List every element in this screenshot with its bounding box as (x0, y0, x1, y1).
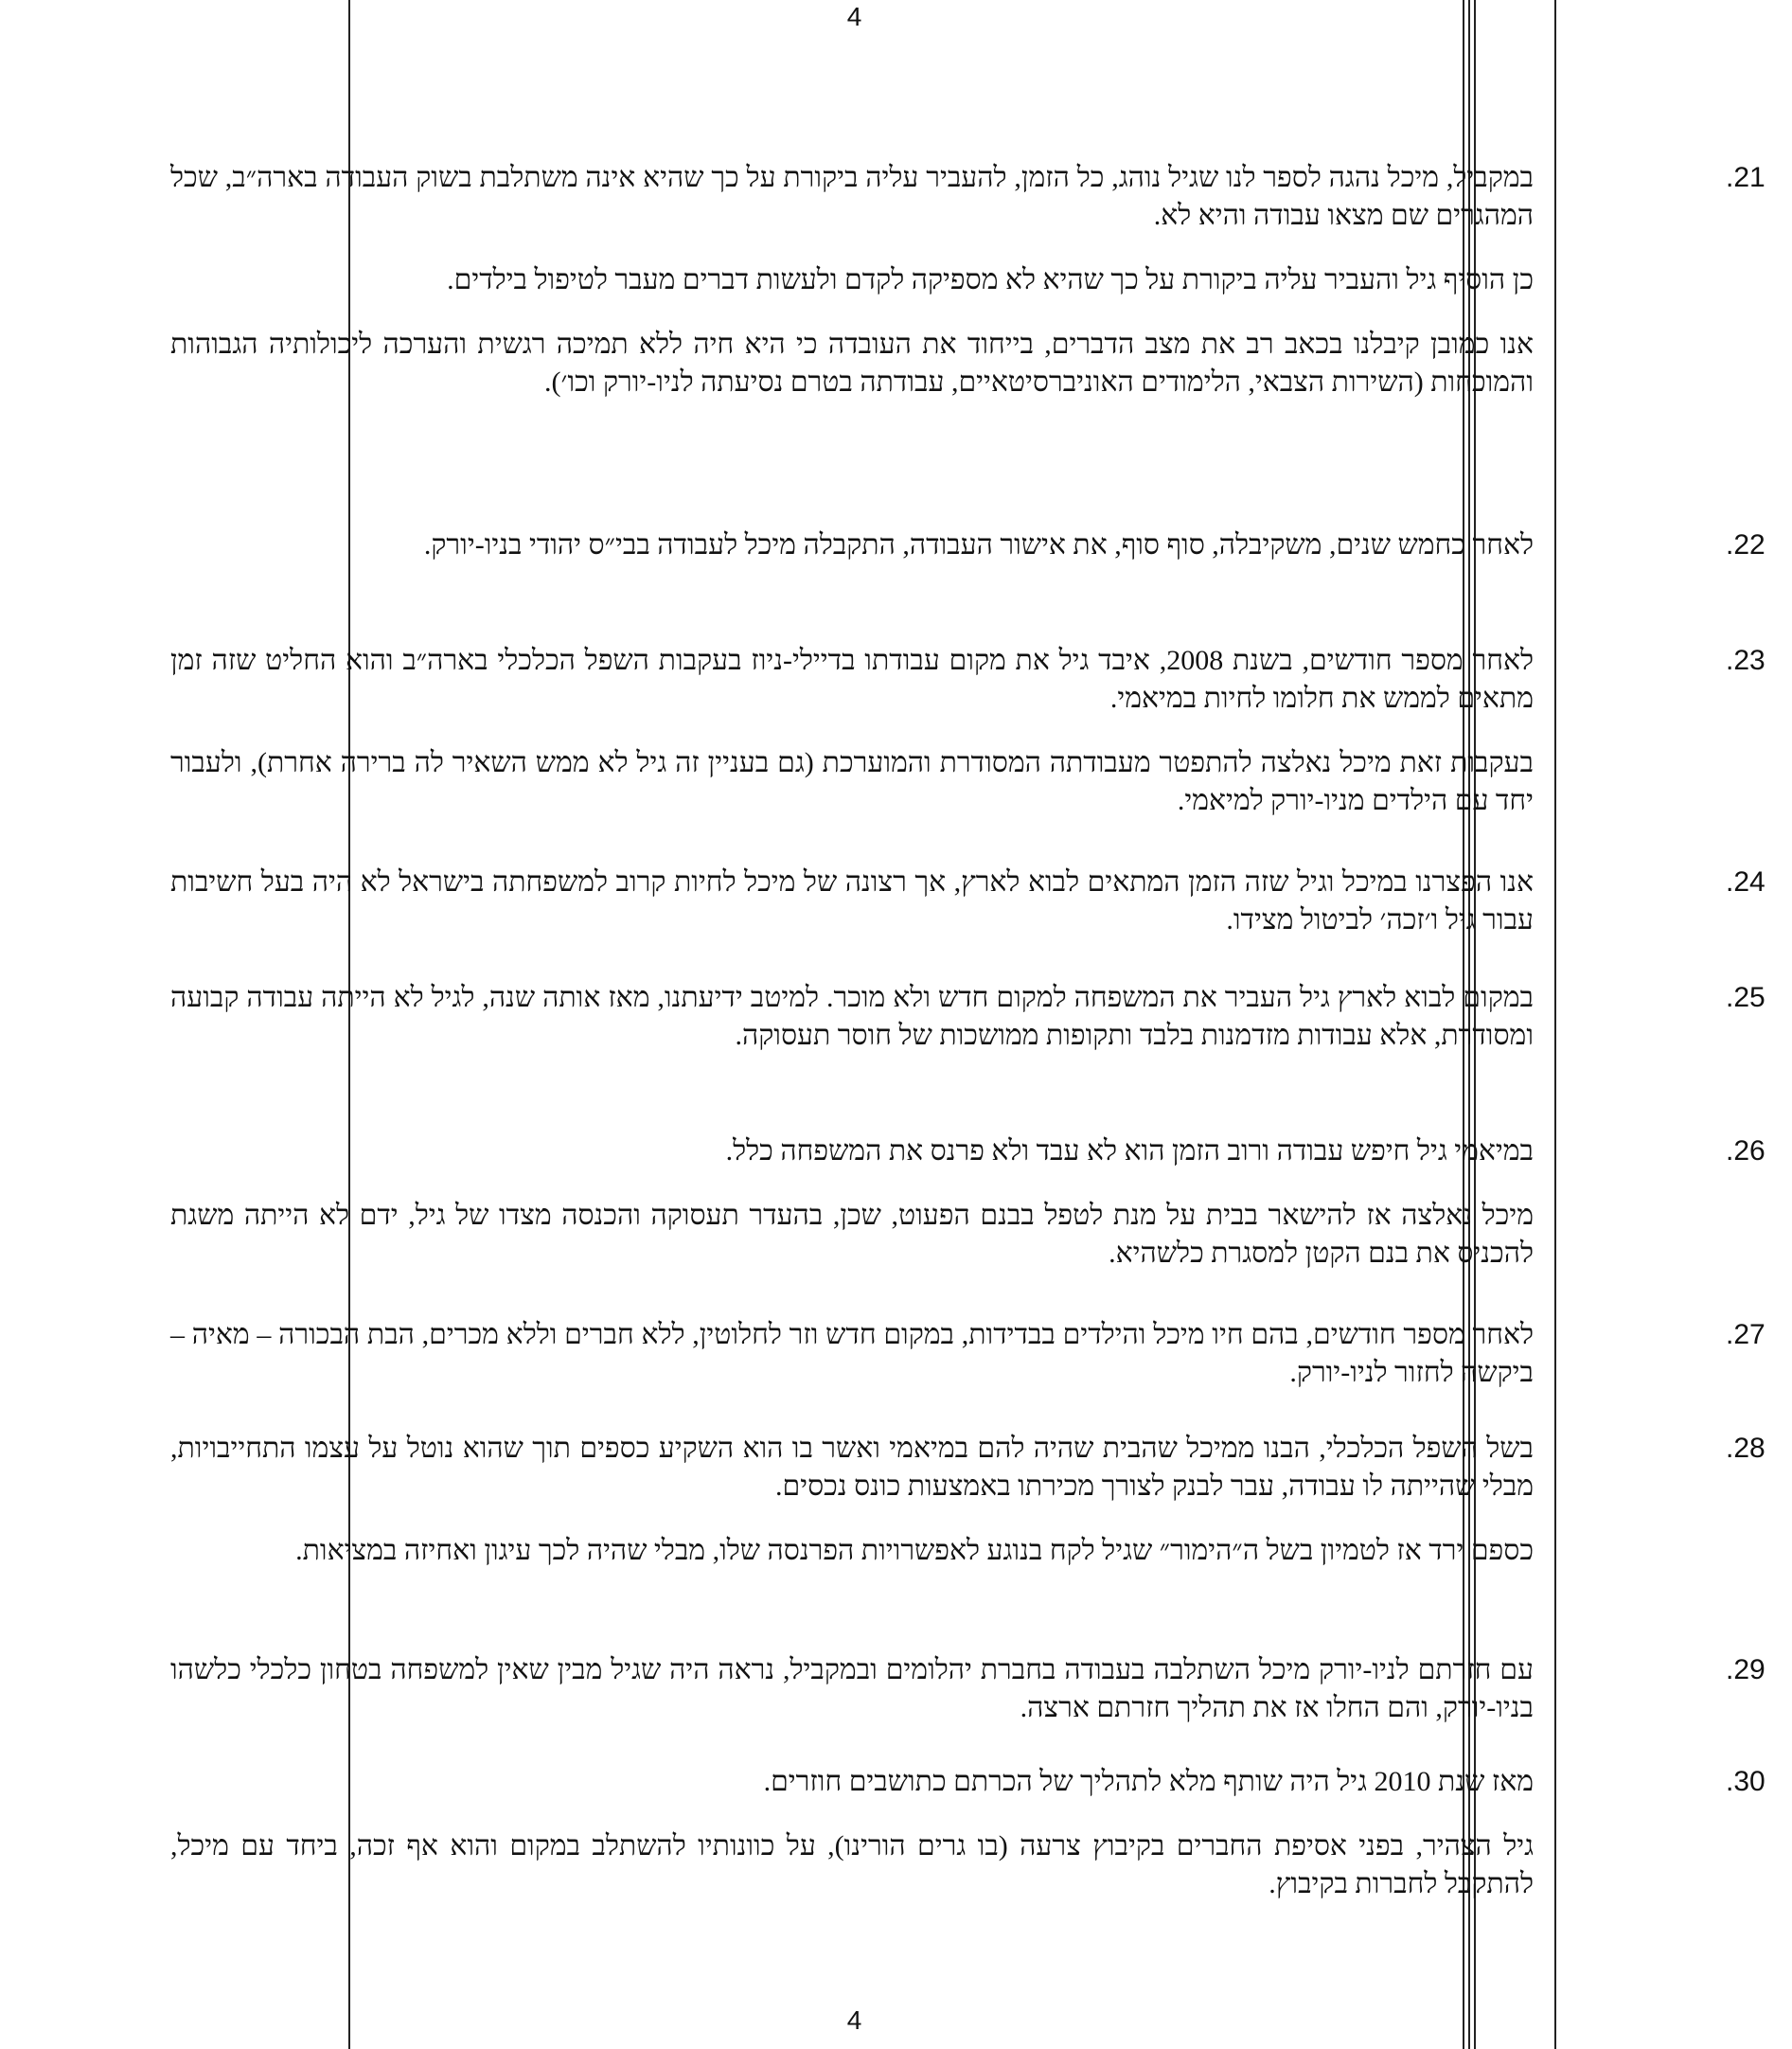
paragraph-text: לאחר כחמש שנים, משקיבלה, סוף סוף, את אישור העבודה, התקבלה מיכל לעבודה בבי״ס יהודי בניו-יורק. (423, 529, 1534, 561)
numbered-paragraph-29 (170, 1651, 1765, 1754)
paragraph-text: בעקבות זאת מיכל נאלצה להתפטר מעבודתה המסודרת והמוערכת (גם בעניין זה גיל לא ממש השאיר לה ברירה אחרת), ולעבור יחד עם הילדים מניו-יורק למיאמי. (170, 747, 1534, 816)
page-number-top: 4 (846, 2, 862, 31)
paragraph-number: .26 (1726, 1135, 1765, 1167)
numbered-paragraph-27 (170, 1316, 1765, 1418)
paragraph-text: אנו כמובן קיבלנו בכאב רב את מצב הדברים, בייחוד את העובדה כי היא חיה ללא תמיכה רגשית והערכה ליכולותיה הגבוהות והמוכחות (השירות הצבאי, הלימודים האוניברסיטאיים, עבודתה בטרם נסיעתה לניו-יורק וכו׳). (170, 329, 1534, 398)
numbered-paragraph-28 (170, 1430, 1765, 1596)
paragraph-text: לאחר מספר חודשים, בשנת 2008, איבד גיל את מקום עבודתו בדיילי-ניוז בעקבות השפל הכלכלי בארה״ב והוא החליט שזה זמן מתאים לממש את חלומו לחיות במיאמי. (170, 645, 1535, 714)
paragraph-number: .28 (1726, 1433, 1765, 1464)
paragraph-text: גיל הצהיר, בפני אסיפת החברים בקיבוץ צרעה (בו גרים הורינו), על כוונותיו להשתלב במקום והוא אף זכה, ביחד עם מיכל, להתקבל לחברות בקיבוץ. (170, 1830, 1534, 1899)
paragraph-text: לאחר מספר חודשים, בהם חיו מיכל והילדים בבדידות, במקום חדש וזר לחלוטין, ללא חברים וללא מכרים, הבת הבכורה – מאיה – ביקשה לחזור לניו-יורק. (170, 1319, 1534, 1388)
paragraph-number: .25 (1726, 982, 1765, 1013)
numbered-paragraph-25 (170, 979, 1765, 1081)
margin-line-outer (1554, 0, 1556, 2049)
paragraph-text: במקום לבוא לארץ גיל העביר את המשפחה למקום חדש ולא מוכר. למיטב ידיעתנו, מאז אותה שנה, לגיל לא הייתה עבודה קבועה ומסודרת, אלא עבודות מזדמנות בלבד ותקופות ממושכות של חוסר תעסוקה. (170, 982, 1534, 1051)
paragraph-number: .22 (1726, 529, 1765, 561)
numbered-paragraph-24 (170, 864, 1765, 966)
paragraph-text: אנו הפצרנו במיכל וגיל שזה הזמן המתאים לבוא לארץ, אך רצונה של מיכל לחיות קרוב למשפחתה בישראל לא היה בעל חשיבות עבור גיל ו׳זכה׳ לביטול מצידו. (170, 866, 1534, 935)
paragraph-text: במיאמי גיל חיפש עבודה ורוב הזמן הוא לא עבד ולא פרנס את המשפחה כלל. (725, 1135, 1534, 1167)
paragraph-text: מאז שנת 2010 גיל היה שותף מלא לתהליך של הכרתם כתושבים חוזרים. (763, 1766, 1534, 1797)
paragraph-text: בשל השפל הכלכלי, הבנו ממיכל שהבית שהיה להם במיאמי ואשר בו הוא השקיע כספים תוך שהוא נוטל על עצמו התחייבויות, מבלי שהייתה לו עבודה, עבר לבנק לצורך מכירתו באמצעות כונס נכסים. (170, 1433, 1534, 1502)
paragraph-number: .30 (1726, 1766, 1765, 1797)
numbered-paragraph-21 (170, 159, 1765, 428)
paragraph-number: .24 (1726, 866, 1765, 898)
paragraph-text: מיכל נאלצה אז להישאר בבית על מנת לטפל בבנם הפעוט, שכן, בהעדר תעסוקה והכנסה מצדו של גיל, ידם לא הייתה משגת להכניס את בנם הקטן למסגרת כלשהיא. (170, 1200, 1534, 1269)
paragraph-text: כספם ירד אז לטמיון בשל ה״הימור״ שגיל לקח בנוגע לאפשרויות הפרנסה שלו, מבלי שהיה לכך עיגון ואחיזה במציאות. (295, 1535, 1534, 1566)
paragraph-number: .21 (1726, 162, 1765, 193)
paragraph-number: .29 (1726, 1654, 1765, 1685)
paragraph-text: עם חזרתם לניו-יורק מיכל השתלבה בעבודה בחברת יהלומים ובמקביל, נראה היה שגיל מבין שאין למשפחה בטחון כלכלי כלשהו בניו-יורק, והם החלו אז את תהליך חזרתם ארצה. (170, 1654, 1534, 1723)
numbered-paragraph-23 (170, 642, 1765, 846)
page-number-bottom: 4 (846, 2005, 862, 2035)
numbered-paragraph-26 (170, 1132, 1765, 1299)
paragraph-number: .23 (1726, 645, 1765, 676)
numbered-paragraph-22 (170, 526, 1765, 591)
paragraph-text: במקביל, מיכל נהגה לספר לנו שגיל נוהג, כל הזמן, להעביר עליה ביקורת על כך שהיא אינה משתלבת בשוק העבודה בארה״ב, שכל המהגרים שם מצאו עבודה והיא לא. (170, 162, 1534, 231)
paragraph-text: כן הוסיף גיל והעביר עליה ביקורת על כך שהיא לא מספיקה לקדם ולעשות דברים מעבר לטיפול בילדים. (447, 264, 1534, 295)
paragraph-number: .27 (1726, 1319, 1765, 1350)
numbered-paragraph-30 (170, 1763, 1765, 1930)
